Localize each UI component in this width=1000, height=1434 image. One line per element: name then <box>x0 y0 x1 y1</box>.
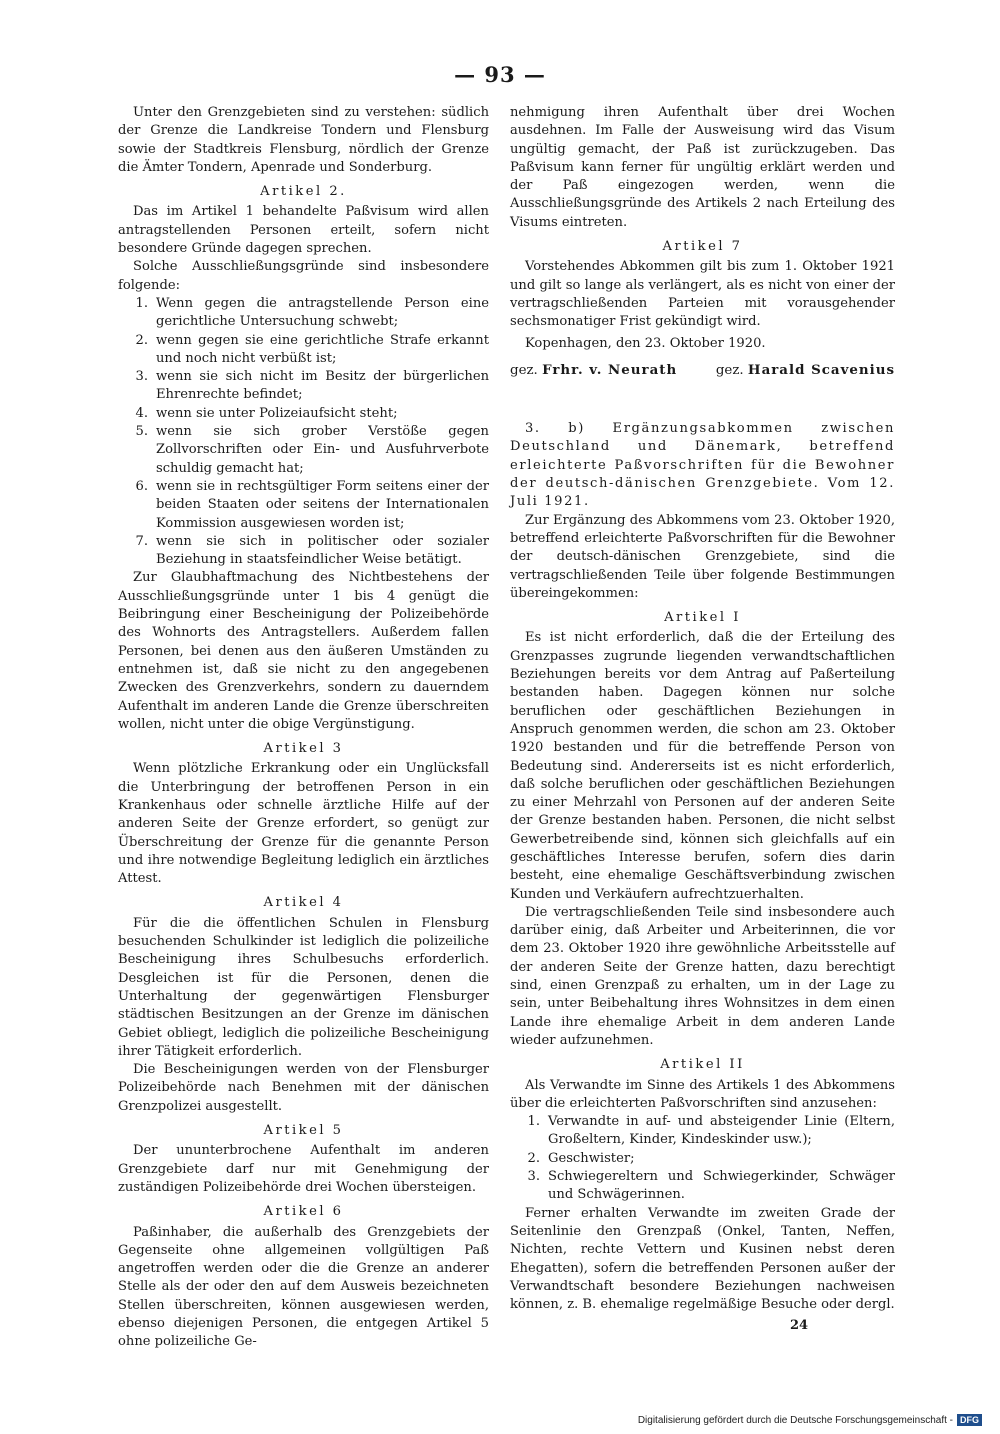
article-6-heading: Artikel 6 <box>263 1204 344 1220</box>
left-column <box>118 104 489 1352</box>
article-6-continuation: nehmigung ihren Aufenthalt über drei Wochen ausdehnen. Im Falle der Ausweisung wird das Visum ungültig gemacht, der Paß ist zurückzugeben. Das Paßvisum kann ferner für ungültig erklärt werden und der Paß eingezogen werden, wenn die Ausschließungsgründe des Artikels 2 nach Erteilung des Visums eintreten. <box>510 105 895 230</box>
article-6-paragraph: Paßinhaber, die außerhalb des Grenzgebiets der Gegenseite ohne allgemeinen vollgültigen Paß angetroffen werden oder die die Grenze an anderer Stelle als der oder den auf dem Ausweis bezeichneten Stellen überschreiten, können ausgewiesen werden, ebenso diejenigen Personen, die entgegen Artikel 5 ohne polizeiliche Ge- <box>118 1224 489 1350</box>
article-2-paragraph-2: Solche Ausschließungsgründe sind insbesondere folgende: <box>118 259 489 293</box>
list-item: 2. wenn gegen sie eine gerichtliche Strafe erkannt und noch nicht verbüßt ist; <box>135 332 489 366</box>
digitization-footer <box>638 1414 982 1426</box>
article-7-paragraph: Vorstehendes Abkommen gilt bis zum 1. Oktober 1921 und gilt so lange als verlängert, als es nicht von einer der vertragschließenden Parteien mit vorausgehender sechsmonatiger Frist gekündigt wird. <box>510 259 895 330</box>
article-4-paragraph-2: Die Bescheinigungen werden von der Flensburger Polizeibehörde nach Benehmen mit der dänischen Grenzpolizei ausgestellt. <box>118 1062 489 1114</box>
list-item: 4. wenn sie unter Polizeiaufsicht steht; <box>135 405 398 421</box>
article-4-heading: Artikel 4 <box>263 895 344 911</box>
place-date: Kopenhagen, den 23. Oktober 1920. <box>525 335 766 351</box>
signature-neurath: gez. Frhr. v. Neurath <box>510 361 678 378</box>
list-item: 7. wenn sie sich in politischer oder sozialer Beziehung in staatsfeindlicher Weise betätigt. <box>135 533 489 568</box>
section-3b-intro: Zur Ergänzung des Abkommens vom 23. Oktober 1920, betreffend erleichterte Paßvorschriften für die Bewohner der deutsch-dänischen Grenzgebiete, sind die vertragschließenden Teile über folgende Bestimmungen übereingekommen: <box>510 512 895 601</box>
article-3-paragraph: Wenn plötzliche Erkrankung oder ein Unglücksfall die Unterbringung der betroffenen Person in ein Krankenhaus oder schnelle ärztliche Hilfe auf der anderen Seite der Grenze erfordert, so genügt zur Überschreitung der Grenze für die genannte Person und ihre notwendige Begleitung lediglich ein ärztliches Attest. <box>118 761 489 887</box>
page-number: — 93 — <box>454 62 546 87</box>
footer-text: Digitalisierung gefördert durch die Deutsche Forschungsgemeinschaft - <box>637 1414 953 1426</box>
article-5-heading: Artikel 5 <box>263 1123 344 1139</box>
article-2-paragraph-1: Das im Artikel 1 behandelte Paßvisum wird allen antragstellenden Personen erteilt, sofern nicht besondere Gründe dagegen sprechen. <box>118 204 489 257</box>
sheet-number: 24 <box>790 1318 809 1333</box>
article-2-heading: Artikel 2. <box>260 184 347 200</box>
article-4-paragraph-1: Für die die öffentlichen Schulen in Flensburg besuchenden Schulkinder ist lediglich die polizeiliche Bescheinigung ihres Schulbesuchs erforderlich. Desgleichen ist für die Personen, denen die Unterhaltung der gegenwärtigen Flensburger städtischen Besitzungen an der Grenze im dänischen Gebiet obliegt, lediglich die polizeiliche Bescheinigung ihrer Tätigkeit erforderlich. <box>118 915 489 1059</box>
list-item: 6. wenn sie in rechtsgültiger Form seitens einer der beiden Staaten oder seitens der Internationalen Kommission ausgewiesen worden ist; <box>135 478 489 531</box>
dfg-logo: DFG <box>957 1414 982 1426</box>
article-I-paragraph-1: Es ist nicht erforderlich, daß die der Erteilung des Grenzpasses zugrunde liegenden verwandtschaftlichen Beziehungen bereits vor dem Antrag auf Paßerteilung bestanden haben. Dagegen können nur solche beruflichen oder geschäftlichen Beziehungen in Anspruch genommen werden, die schon am 23. Oktober 1920 bestanden und für die betreffende Person von Bedeutung sind. Andererseits ist es nicht erforderlich, daß solche beruflichen oder geschäftlichen Beziehungen zu einer Mehrzahl von Personen auf der anderen Seite der Grenze bestanden haben. Personen, die nicht selbst Gewerbetreibende sind, können sich gleichfalls auf ein geschäftliches Interesse berufen, sofern dies darin besteht, eine ehemalige Geschäftsverbindung zwischen Kunden und Verkäufern aufrechtzuerhalten. <box>510 630 895 902</box>
relatives-list <box>510 1113 895 1204</box>
article-I-paragraph-2: Die vertragschließenden Teile sind insbesondere auch darüber einig, daß Arbeiter und Arbeiterinnen, die vor dem 23. Oktober 1920 ihre gewöhnliche Arbeitsstelle auf der anderen Seite der Grenze hatten, dazu berechtigt sind, einen Grenzpaß zu erhalten, um in der Lage zu sein, unter Beibehaltung ihres Wohnsitzes in dem einen Lande ihre ehemalige Arbeit in dem anderen Lande wieder aufzunehmen. <box>510 904 895 1048</box>
list-item: 5. wenn sie sich grober Verstöße gegen Zollvorschriften oder Ein- und Ausfuhrverbote schuldig gemacht hat; <box>135 424 489 476</box>
article-5-paragraph: Der ununterbrochene Aufenthalt im anderen Grenzgebiete darf nur mit Genehmigung der zuständigen Polizeibehörde drei Wochen übersteigen. <box>118 1143 489 1195</box>
signatures <box>510 361 895 380</box>
article-II-paragraph-2: Ferner erhalten Verwandte im zweiten Grade der Seitenlinie den Grenzpaß (Onkel, Tanten, Neffen, Nichten, rechte Vettern und Kusinen nebst deren Ehegatten), sofern die betreffenden Personen außer der Verwandtschaft besondere Beziehungen nachweisen können, z. B. ehemalige regelmäßige Besuche oder dergl. <box>510 1205 895 1313</box>
article-3-heading: Artikel 3 <box>263 741 344 757</box>
list-item: 2. Geschwister; <box>527 1150 635 1166</box>
list-item: 3. Schwiegereltern und Schwiegerkinder, Schwäger und Schwägerinnen. <box>527 1169 895 1203</box>
section-3b-title: 3. b) Ergänzungsabkommen zwischen Deutschland und Dänemark, betreffend erleichterte Paßvorschriften für die Bewohner der deutsch-dänischen Grenzgebiete. Vom 12. Juli 1921. <box>510 421 895 510</box>
article-II-heading: Artikel II <box>660 1057 745 1073</box>
exclusion-list <box>118 295 489 569</box>
intro-paragraph: Unter den Grenzgebieten sind zu verstehen: südlich der Grenze die Landkreise Tondern und Flensburg sowie der Stadtkreis Flensburg, nördlich der Grenze die Ämter Tondern, Apenrade und Sonderburg. <box>118 105 489 175</box>
signature-scavenius: gez. Harald Scavenius <box>715 361 895 378</box>
article-2-paragraph-3: Zur Glaubhaftmachung des Nichtbestehens der Ausschließungsgründe unter 1 bis 4 genügt die Beibringung einer Bescheinigung der Polizeibehörde des Wohnorts des Antragstellers. Außerdem fallen Personen, bei denen aus den äußeren Umständen zu entnehmen ist, daß sie nicht zu den angegebenen Zwecken des Grenzverkehrs, sondern zu dauerndem Aufenthalt im anderen Lande die Grenze überschreiten wollen, nicht unter die obige Vergünstigung. <box>118 570 489 732</box>
right-column <box>510 104 895 1314</box>
article-II-paragraph-1: Als Verwandte im Sinne des Artikels 1 des Abkommens über die erleichterten Paßvorschriften sind anzusehen: <box>510 1077 895 1111</box>
article-7-heading: Artikel 7 <box>662 239 743 255</box>
list-item: 3. wenn sie sich nicht im Besitz der bürgerlichen Ehrenrechte befindet; <box>135 369 489 403</box>
list-item: 1. Verwandte in auf- und absteigender Linie (Eltern, Großeltern, Kinder, Kindeskinder usw.); <box>527 1114 895 1148</box>
article-I-heading: Artikel I <box>664 610 741 626</box>
list-item: 1. Wenn gegen die antragstellende Person eine gerichtliche Untersuchung schwebt; <box>135 295 489 330</box>
